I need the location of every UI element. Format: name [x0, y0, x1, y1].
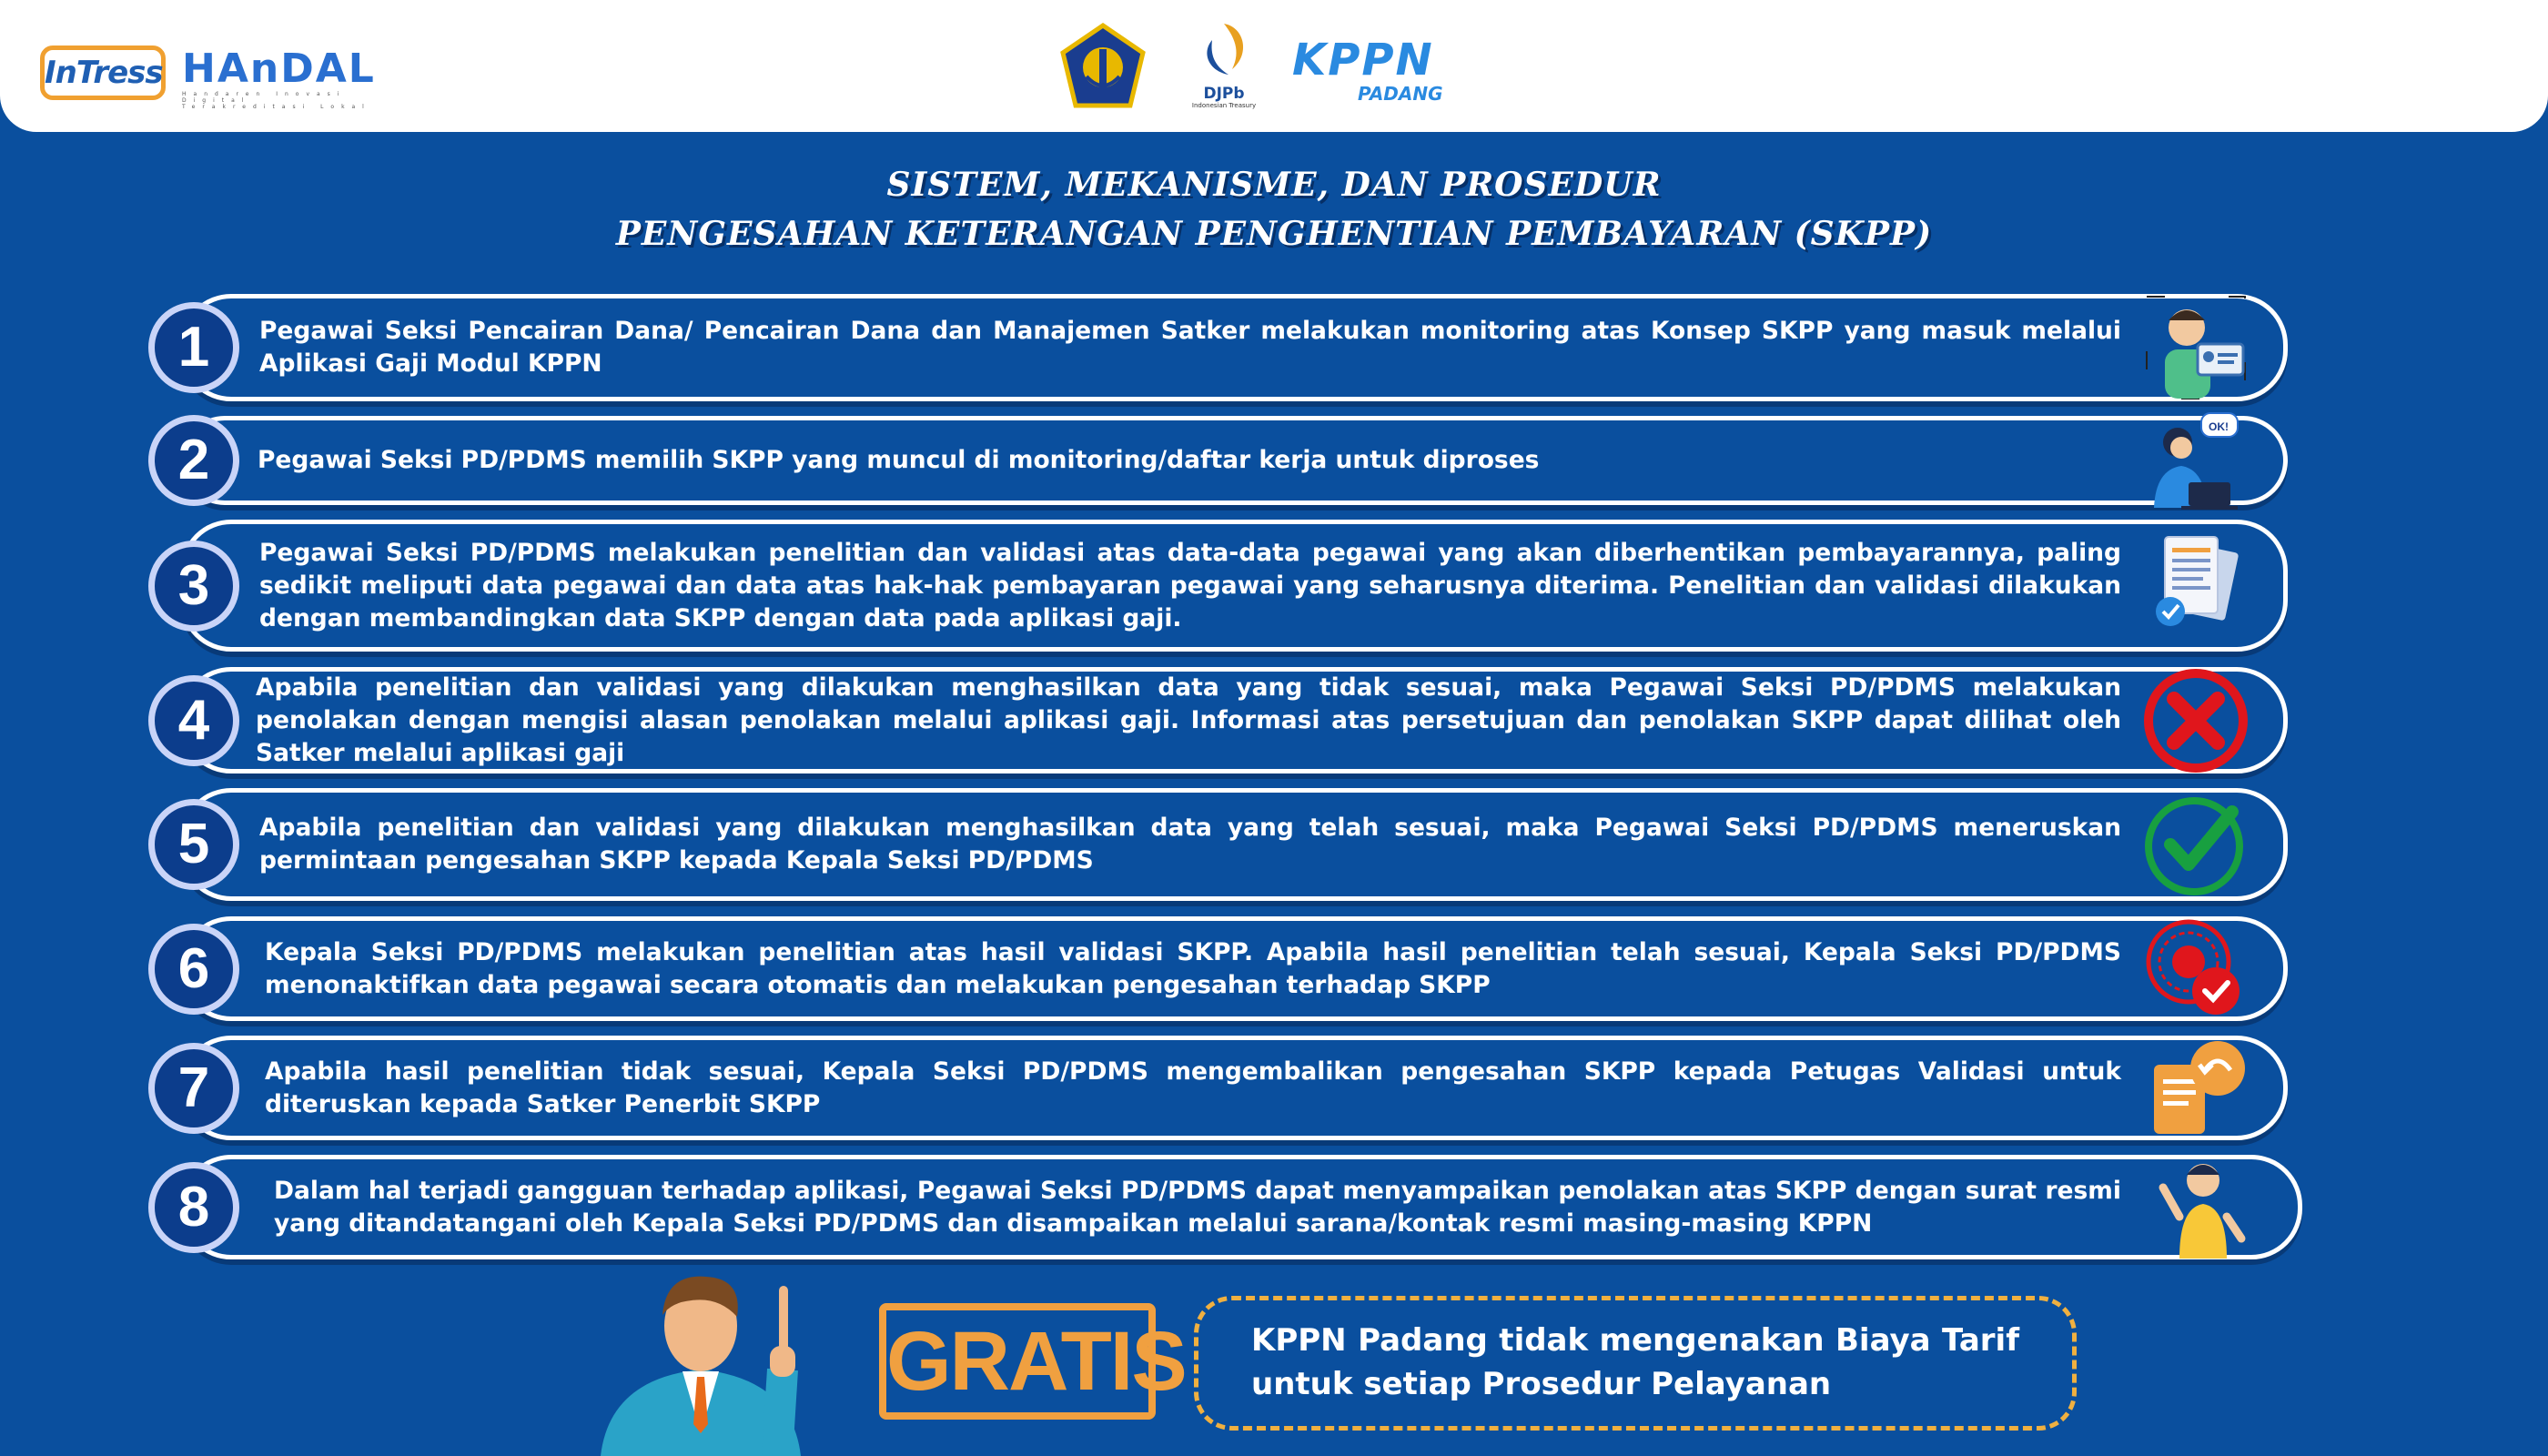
header-bar — [0, 0, 2548, 132]
djpb-logo — [1183, 18, 1265, 114]
page-title-line-1: SISTEM, MEKANISME, DAN PROSEDUR — [886, 166, 1662, 204]
step-5-card — [177, 788, 2288, 901]
step-6-card — [177, 916, 2288, 1021]
step-number-badge: 2 — [148, 415, 239, 506]
step-1-card — [177, 294, 2288, 401]
free-service-note — [1194, 1296, 2077, 1431]
document-return-icon — [2141, 1034, 2250, 1143]
seal-approved-icon — [2141, 915, 2250, 1024]
step-text: Apabila penelitian dan validasi yang dilakukan menghasilkan data yang tidak sesuai, maka Pegawai Seksi PD/PDMS melakukan penolakan dengan mengisi alasan penolakan melalui aplikasi gaji. Informasi atas persetujuan dan penolakan SKPP dapat dilihat oleh Satker melalui aplikasi gaji — [256, 672, 2121, 767]
step-4-card — [177, 667, 2288, 774]
step-text: Apabila hasil penelitian tidak sesuai, Kepala Seksi PD/PDMS mengembalikan pengesahan SKPP kepada Petugas Validasi untuk diteruskan kepada Satker Penerbit SKPP — [265, 1057, 2121, 1118]
step-number-badge: 8 — [148, 1162, 239, 1253]
intress-logo: InTress — [40, 46, 166, 100]
step-text: Pegawai Seksi PD/PDMS melakukan penelitian dan validasi atas data-data pegawai yang akan diberhentikan pembayarannya, paling sedikit meliputi data pegawai dan data atas hak-hak pembayaran pegawai yang seharusnya diterima. Penelitian dan validasi dilakukan dengan membandingkan data SKPP dengan data pada aplikasi gaji. — [259, 538, 2121, 632]
step-text: Dalam hal terjadi gangguan terhadap aplikasi, Pegawai Seksi PD/PDMS dapat menyampaikan penolakan atas SKPP dengan surat resmi yang ditandatangani oleh Kepala Seksi PD/PDMS dan disampaikan melalui sarana/kontak resmi masing-masing KPPN — [274, 1176, 2121, 1238]
djpb-logo-text: DJPb — [1203, 85, 1245, 103]
step-number-badge: 5 — [148, 799, 239, 890]
step-number-badge: 4 — [148, 675, 239, 766]
laptop-worker-icon — [2141, 406, 2250, 515]
step-text: Pegawai Seksi PD/PDMS memilih SKPP yang muncul di monitoring/daftar kerja untuk diproses — [258, 446, 1540, 474]
document-check-icon — [2141, 531, 2250, 641]
djpb-mark-icon — [1192, 18, 1256, 82]
step-number-badge: 7 — [148, 1043, 239, 1134]
djpb-logo-subtitle: Indonesian Treasury — [1191, 102, 1257, 109]
kppn-logo-text: KPPN — [1292, 35, 1434, 86]
step-text: Pegawai Seksi Pencairan Dana/ Pencairan Dana dan Manajemen Satker melakukan monitoring atas Konsep SKPP yang masuk melalui Aplikasi Gaji Modul KPPN — [259, 317, 2121, 378]
kemenkeu-emblem-icon — [1057, 22, 1148, 113]
red-cross-icon — [2141, 666, 2250, 775]
kppn-padang-logo — [1292, 36, 1465, 109]
step-2-card — [177, 416, 2288, 505]
gratis-badge: GRATIS — [879, 1303, 1156, 1420]
step-3-card — [177, 520, 2288, 652]
step-8-card — [177, 1155, 2302, 1259]
step-number-badge: 3 — [148, 541, 239, 632]
businessman-illustration-icon — [564, 1269, 837, 1456]
page-title-line-2: PENGESAHAN KETERANGAN PENGHENTIAN PEMBAYARAN (SKPP) — [615, 215, 1933, 253]
kppn-logo-subtitle: PADANG — [1358, 83, 1443, 105]
step-text: Apabila penelitian dan validasi yang dilakukan menghasilkan data yang telah sesuai, maka Pegawai Seksi PD/PDMS meneruskan permintaan pengesahan SKPP kepada Kepala Seksi PD/PDMS — [259, 814, 2121, 875]
waving-person-icon — [2147, 1153, 2256, 1262]
handal-logo-tagline: Handaren Inovasi Digital Terakreditasi Lokal — [182, 91, 371, 110]
id-card-person-icon — [2141, 293, 2250, 402]
svg-text:OK!: OK! — [2209, 420, 2229, 433]
step-number-badge: 6 — [148, 924, 239, 1015]
handal-logo-text: HAnDAL — [182, 46, 376, 92]
green-check-icon — [2141, 790, 2250, 899]
step-text: Kepala Seksi PD/PDMS melakukan penelitian atas hasil validasi SKPP. Apabila hasil penelitian telah sesuai, Kepala Seksi PD/PDMS menonaktifkan data pegawai secara otomatis dan melakukan pengesahan terhadap SKPP — [265, 937, 2121, 999]
handal-logo — [182, 46, 376, 110]
step-7-card — [177, 1036, 2288, 1140]
free-service-note-text: KPPN Padang tidak mengenakan Biaya Tarif untuk setiap Prosedur Pelayanan — [1251, 1322, 2019, 1402]
step-number-badge: 1 — [148, 302, 239, 393]
